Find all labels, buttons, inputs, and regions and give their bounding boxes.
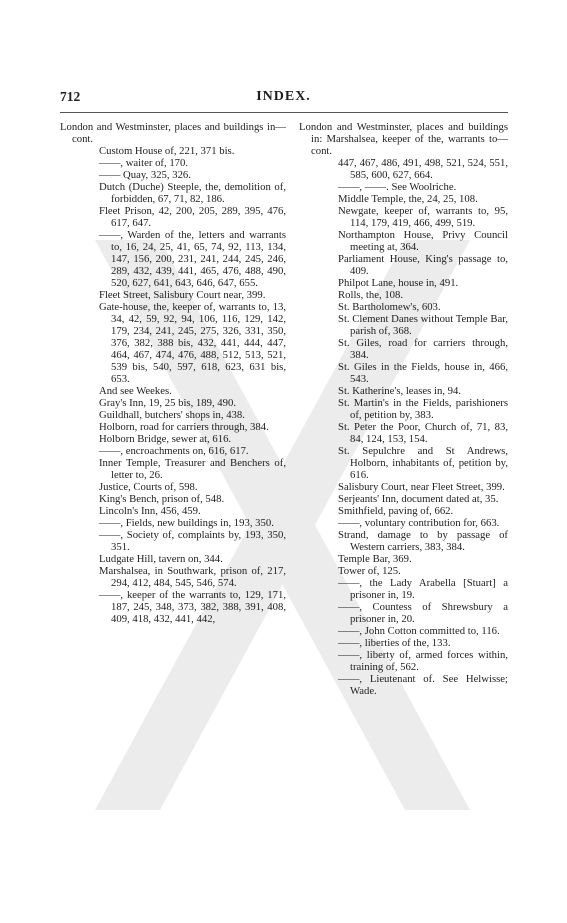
index-entry: ——, Warden of the, letters and warrants to, 16, 24, 25, 41, 65, 74, 92, 113, 134, 147, 156, 200, 231, 241, 244, 245, 246, 289, 432, 439, 441, 465, 476, 488, 490, 520, 627, 641, 643, 646, 647, 655. — [99, 229, 286, 289]
index-entry: 447, 467, 486, 491, 498, 521, 524, 551, 585, 600, 627, 664. — [338, 157, 508, 181]
index-entry: ——, waiter of, 170. — [99, 157, 189, 169]
index-entry: ——, John Cotton committed to, 116. — [338, 625, 500, 637]
left-column — [60, 121, 286, 625]
index-entry: ——, ——. See Woolriche. — [338, 181, 457, 193]
index-entry: St. Martin's in the Fields, parishioners of, petition by, 383. — [338, 397, 508, 421]
index-entry: St. Clement Danes without Temple Bar, parish of, 368. — [338, 313, 508, 337]
index-entry: Fleet Street, Salisbury Court near, 399. — [99, 289, 266, 301]
page-number: 712 — [60, 89, 81, 104]
index-entry: Middle Temple, the, 24, 25, 108. — [338, 193, 478, 205]
header-rule — [60, 112, 508, 113]
index-entry: Philpot Lane, house in, 491. — [338, 277, 459, 289]
index-entry: Tower of, 125. — [338, 565, 401, 577]
index-entry: And see Weekes. — [99, 385, 172, 397]
index-entry: Guildhall, butchers' shops in, 438. — [99, 409, 245, 421]
index-entry: ——, Countess of Shrewsbury a prisoner in, 20. — [338, 601, 508, 625]
index-entry: ——, Society of, complaints by, 193, 350, 351. — [99, 529, 286, 553]
index-entry: St. Katherine's, leases in, 94. — [338, 385, 462, 397]
index-entry: Lincoln's Inn, 456, 459. — [99, 505, 201, 517]
index-entry: Gate-house, the, keeper of, warrants to, 13, 34, 42, 59, 92, 94, 106, 116, 129, 142, 179, 234, 241, 245, 275, 326, 331, 350, 376, 382, 388 bis, 432, 441, 444, 447, 464, 467, 474, 476, 488, 512, 513, 521, 539 bis, 540, 597, 618, 623, 631 bis, 653. — [99, 301, 286, 385]
index-entry: Inner Temple, Treasurer and Benchers of, letter to, 26. — [99, 457, 286, 481]
index-entry: Smithfield, paving of, 662. — [338, 505, 454, 517]
index-entry: ——, liberty of, armed forces within, training of, 562. — [338, 649, 508, 673]
index-entry: Strand, damage to by passage of Western carriers, 383, 384. — [338, 529, 508, 553]
index-entry: King's Bench, prison of, 548. — [99, 493, 225, 505]
index-entry: St. Sepulchre and St Andrews, Holborn, inhabitants of, petition by, 616. — [338, 445, 508, 481]
index-entry: St. Giles in the Fields, house in, 466, 543. — [338, 361, 508, 385]
index-entry: Serjeants' Inn, document dated at, 35. — [338, 493, 499, 505]
index-entry: Newgate, keeper of, warrants to, 95, 114, 179, 419, 466, 499, 519. — [338, 205, 508, 229]
index-entry: Rolls, the, 108. — [338, 289, 404, 301]
index-entry: Justice, Courts of, 598. — [99, 481, 198, 493]
index-entry: ——, encroachments on, 616, 617. — [99, 445, 249, 457]
index-entry: Salisbury Court, near Fleet Street, 399. — [338, 481, 505, 493]
index-entry: ——, Lieutenant of. See Helwisse; Wade. — [338, 673, 508, 697]
index-heading: London and Westminster, places and buildings in—cont. — [60, 121, 286, 145]
index-entry: Custom House of, 221, 371 bis. — [99, 145, 235, 157]
index-entry: Marshalsea, in Southwark, prison of, 217, 294, 412, 484, 545, 546, 574. — [99, 565, 286, 589]
index-entry: ——, liberties of the, 133. — [338, 637, 451, 649]
index-entry: —— Quay, 325, 326. — [99, 169, 191, 181]
index-entry: St. Giles, road for carriers through, 384. — [338, 337, 508, 361]
index-entry: St. Bartholomew's, 603. — [338, 301, 441, 313]
index-entry: St. Peter the Poor, Church of, 71, 83, 84, 124, 153, 154. — [338, 421, 508, 445]
index-entry: Parliament House, King's passage to, 409. — [338, 253, 508, 277]
index-entry: Fleet Prison, 42, 200, 205, 289, 395, 476, 617, 647. — [99, 205, 286, 229]
index-entry: Temple Bar, 369. — [338, 553, 412, 565]
index-entry: Gray's Inn, 19, 25 bis, 189, 490. — [99, 397, 236, 409]
right-column — [299, 121, 508, 697]
index-entry: ——, Fields, new buildings in, 193, 350. — [99, 517, 274, 529]
index-heading: London and Westminster, places and buildings in: Marshalsea, keeper of the, warrants to—cont. — [299, 121, 508, 157]
page-header — [0, 89, 567, 109]
index-entry: Holborn, road for carriers through, 384. — [99, 421, 269, 433]
page-title: INDEX. — [256, 89, 311, 104]
index-entry: Ludgate Hill, tavern on, 344. — [99, 553, 223, 565]
index-entry: Holborn Bridge, sewer at, 616. — [99, 433, 232, 445]
index-entry: ——, keeper of the warrants to, 129, 171, 187, 245, 348, 373, 382, 388, 391, 408, 409, 418, 432, 441, 442, — [99, 589, 286, 625]
index-entry: Northampton House, Privy Council meeting at, 364. — [338, 229, 508, 253]
index-entry: ——, the Lady Arabella [Stuart] a prisoner in, 19. — [338, 577, 508, 601]
index-entry: Dutch (Duche) Steeple, the, demolition of, forbidden, 67, 71, 82, 186. — [99, 181, 286, 205]
index-entry: ——, voluntary contribution for, 663. — [338, 517, 500, 529]
